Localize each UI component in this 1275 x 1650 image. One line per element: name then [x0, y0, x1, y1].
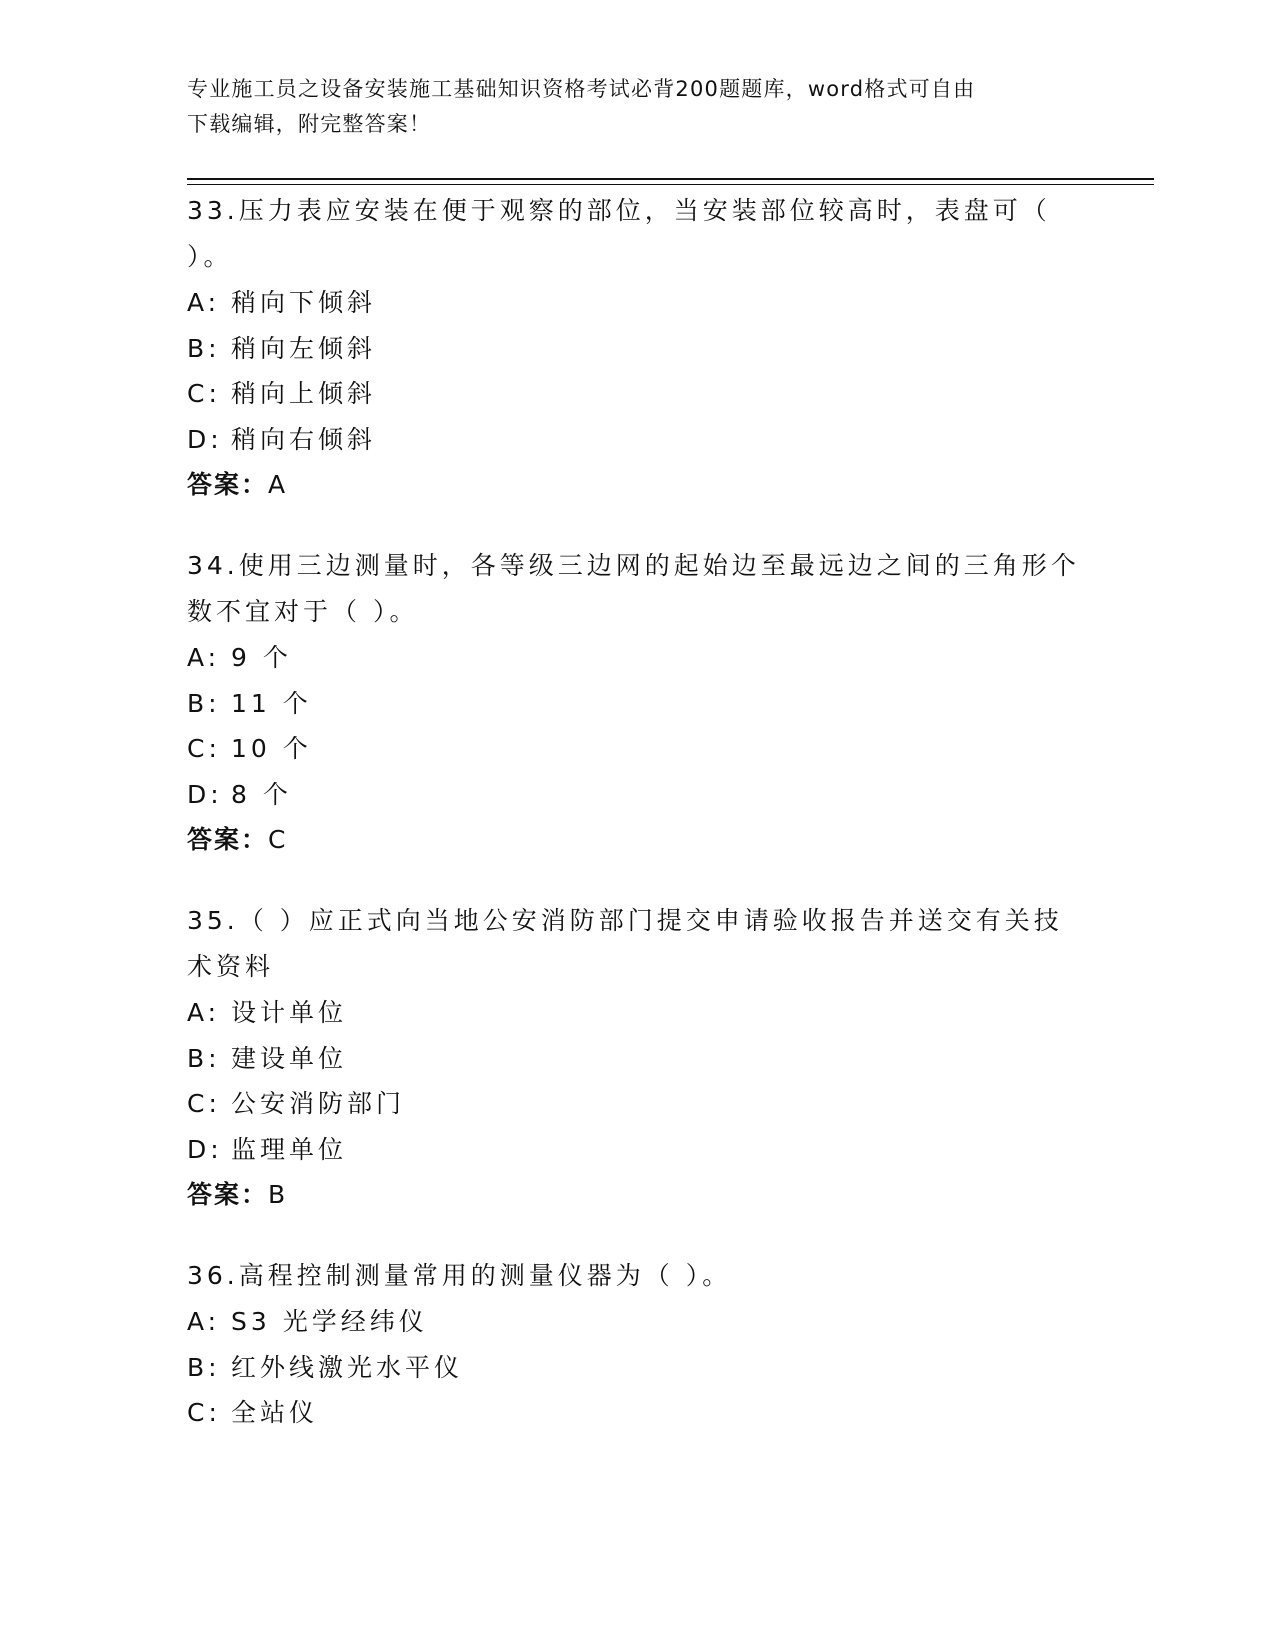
option-text: 8 个	[231, 779, 292, 809]
option-text: 10 个	[231, 734, 312, 763]
option-key: A:	[187, 643, 221, 672]
question-stem-line: 34.使用三边测量时，各等级三边网的起始边至最远边之间的三角形个	[187, 551, 1080, 580]
option-c	[187, 726, 1087, 772]
question-list	[187, 188, 1087, 1471]
option-c	[187, 1390, 1087, 1436]
option-key: B:	[187, 688, 221, 718]
option-b	[187, 681, 1087, 727]
option-key: A:	[187, 1307, 221, 1336]
question-stem-line: 36.高程控制测量常用的测量仪器为（ ）。	[187, 1261, 732, 1290]
option-key: A:	[187, 288, 221, 317]
option-key: C:	[187, 379, 221, 408]
option-text: 监理单位	[231, 1134, 348, 1164]
option-key: C:	[187, 1089, 221, 1118]
answer-line	[187, 1172, 1087, 1218]
question-33	[187, 188, 1087, 508]
header-line-1: 专业施工员之设备安装施工基础知识资格考试必背200题题库，word格式可自由	[187, 77, 976, 101]
option-key: A:	[187, 998, 221, 1027]
question-35	[187, 898, 1087, 1218]
option-key: D:	[187, 424, 223, 454]
document-header	[187, 72, 1067, 142]
answer-line	[187, 462, 1087, 508]
question-stem-line: ）。	[187, 242, 233, 271]
option-b	[187, 1345, 1087, 1391]
option-a	[187, 280, 1087, 326]
answer-label: 答案：	[187, 470, 269, 499]
option-text: 建设单位	[231, 1043, 348, 1073]
option-text: 设计单位	[231, 998, 348, 1027]
option-text: 红外线激光水平仪	[231, 1352, 464, 1382]
option-text: 11 个	[231, 688, 312, 718]
option-a	[187, 1299, 1087, 1345]
option-text: 全站仪	[231, 1398, 319, 1427]
option-d	[187, 1127, 1087, 1173]
question-36	[187, 1253, 1087, 1436]
answer-value: C	[268, 825, 288, 854]
option-c	[187, 371, 1087, 417]
question-stem-line: 33.压力表应安装在便于观察的部位，当安装部位较高时，表盘可（	[187, 196, 1051, 225]
answer-label: 答案：	[187, 1180, 269, 1209]
question-stem-line: 数不宜对于（ ）。	[187, 597, 419, 626]
option-key: C:	[187, 1398, 221, 1427]
header-line-2: 下载编辑，附完整答案！	[187, 112, 432, 136]
option-key: B:	[187, 333, 221, 363]
option-text: 稍向下倾斜	[231, 288, 377, 317]
header-divider-thin	[187, 184, 1154, 185]
option-key: B:	[187, 1043, 221, 1073]
question-stem-line: 术资料	[187, 952, 275, 981]
option-text: 稍向右倾斜	[231, 424, 377, 454]
question-stem-line: 35.（ ）应正式向当地公安消防部门提交申请验收报告并送交有关技	[187, 906, 1063, 935]
option-text: 公安消防部门	[231, 1089, 406, 1118]
answer-value: B	[268, 1180, 288, 1209]
option-key: B:	[187, 1352, 221, 1382]
header-divider-thick	[187, 178, 1154, 180]
option-text: 稍向上倾斜	[231, 379, 377, 408]
option-key: C:	[187, 734, 221, 763]
answer-line	[187, 817, 1087, 863]
answer-label: 答案：	[187, 825, 269, 854]
option-text: S3 光学经纬仪	[231, 1307, 428, 1336]
option-key: D:	[187, 779, 223, 809]
option-d	[187, 417, 1087, 463]
question-34	[187, 543, 1087, 863]
answer-value: A	[268, 470, 288, 499]
option-key: D:	[187, 1134, 223, 1164]
option-text: 9 个	[231, 643, 292, 672]
option-text: 稍向左倾斜	[231, 333, 377, 363]
option-c	[187, 1081, 1087, 1127]
option-a	[187, 990, 1087, 1036]
option-d	[187, 772, 1087, 818]
option-b	[187, 326, 1087, 372]
option-b	[187, 1036, 1087, 1082]
option-a	[187, 635, 1087, 681]
